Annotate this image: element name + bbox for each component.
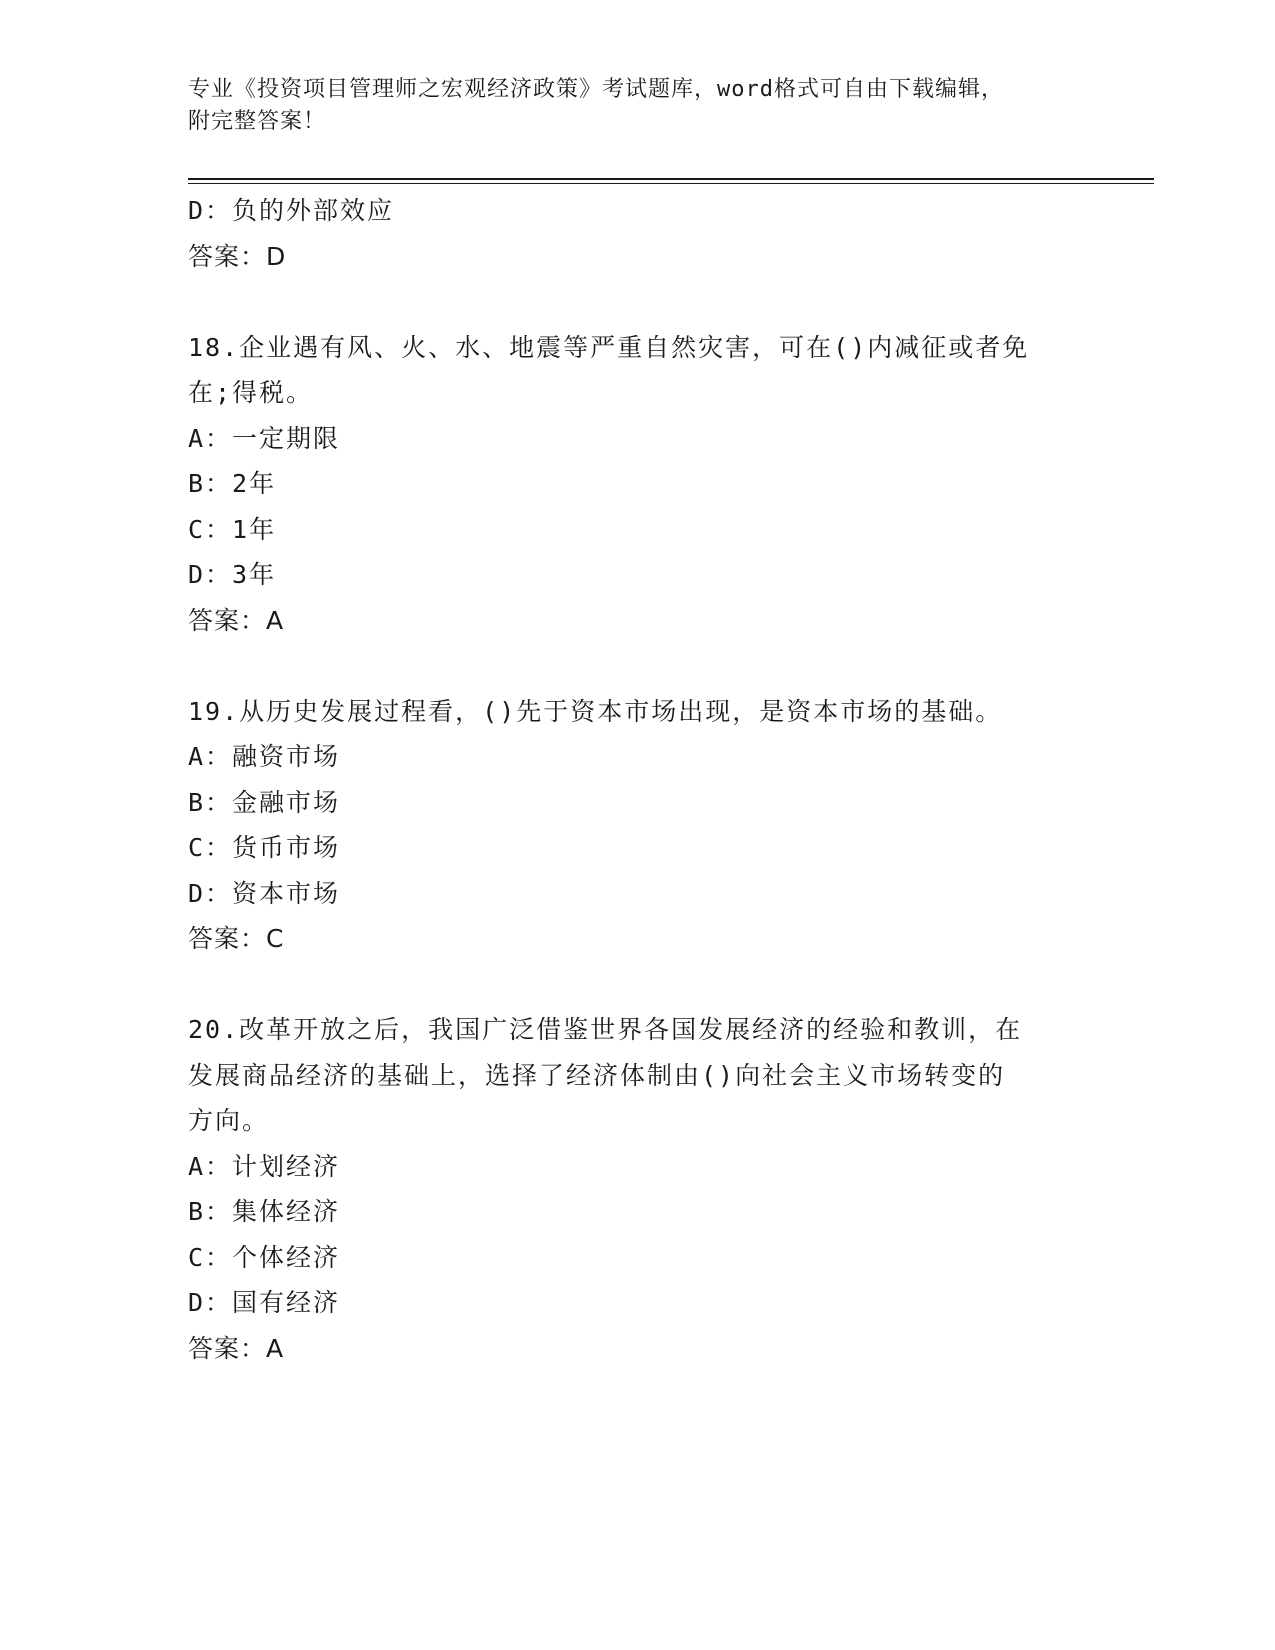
question-18-option-a: A：一定期限 bbox=[188, 423, 341, 453]
question-20 bbox=[188, 1007, 1068, 1144]
question-19-option-b: B：金融市场 bbox=[188, 787, 341, 817]
question-19-line-1: 19.从历史发展过程看，()先于资本市场出现，是资本市场的基础。 bbox=[188, 696, 1003, 726]
spacer bbox=[188, 643, 1088, 689]
prev-answer: 答案：D bbox=[188, 241, 287, 271]
question-20-line-3: 方向。 bbox=[188, 1106, 270, 1135]
question-20-option-b: B：集体经济 bbox=[188, 1197, 341, 1226]
question-18-option-d: D：3年 bbox=[188, 560, 277, 589]
header-divider bbox=[188, 178, 1154, 184]
prev-option-d: D：负的外部效应 bbox=[188, 196, 395, 225]
question-20-line-1: 20.改革开放之后，我国广泛借鉴世界各国发展经济的经验和教训，在 bbox=[188, 1015, 1023, 1044]
question-18 bbox=[188, 325, 1068, 416]
question-20-line-2: 发展商品经济的基础上，选择了经济体制由()向社会主义市场转变的 bbox=[188, 1060, 1006, 1090]
document-header bbox=[188, 74, 1068, 138]
question-20-answer: 答案：A bbox=[188, 1333, 285, 1363]
question-18-line-2: 在;得税。 bbox=[188, 378, 314, 407]
question-19-option-c: C：货币市场 bbox=[188, 833, 341, 862]
question-19 bbox=[188, 689, 1068, 735]
question-20-option-c: C：个体经济 bbox=[188, 1242, 341, 1272]
spacer bbox=[188, 279, 1088, 325]
question-19-option-d: D：资本市场 bbox=[188, 878, 341, 908]
header-line-1: 专业《投资项目管理师之宏观经济政策》考试题库，word格式可自由下载编辑， bbox=[188, 77, 1004, 102]
spacer bbox=[188, 962, 1088, 1008]
question-content bbox=[188, 188, 1088, 1371]
question-18-option-c: C：1年 bbox=[188, 514, 277, 544]
question-19-option-a: A：融资市场 bbox=[188, 742, 341, 771]
header-line-2: 附完整答案！ bbox=[188, 109, 327, 134]
question-20-option-d: D：国有经济 bbox=[188, 1288, 341, 1317]
question-19-answer: 答案：C bbox=[188, 924, 285, 953]
question-18-line-1: 18.企业遇有风、火、水、地震等严重自然灾害，可在()内减征或者免 bbox=[188, 332, 1030, 362]
question-18-answer: 答案：A bbox=[188, 605, 285, 635]
question-20-option-a: A：计划经济 bbox=[188, 1151, 341, 1181]
question-18-option-b: B：2年 bbox=[188, 469, 277, 498]
